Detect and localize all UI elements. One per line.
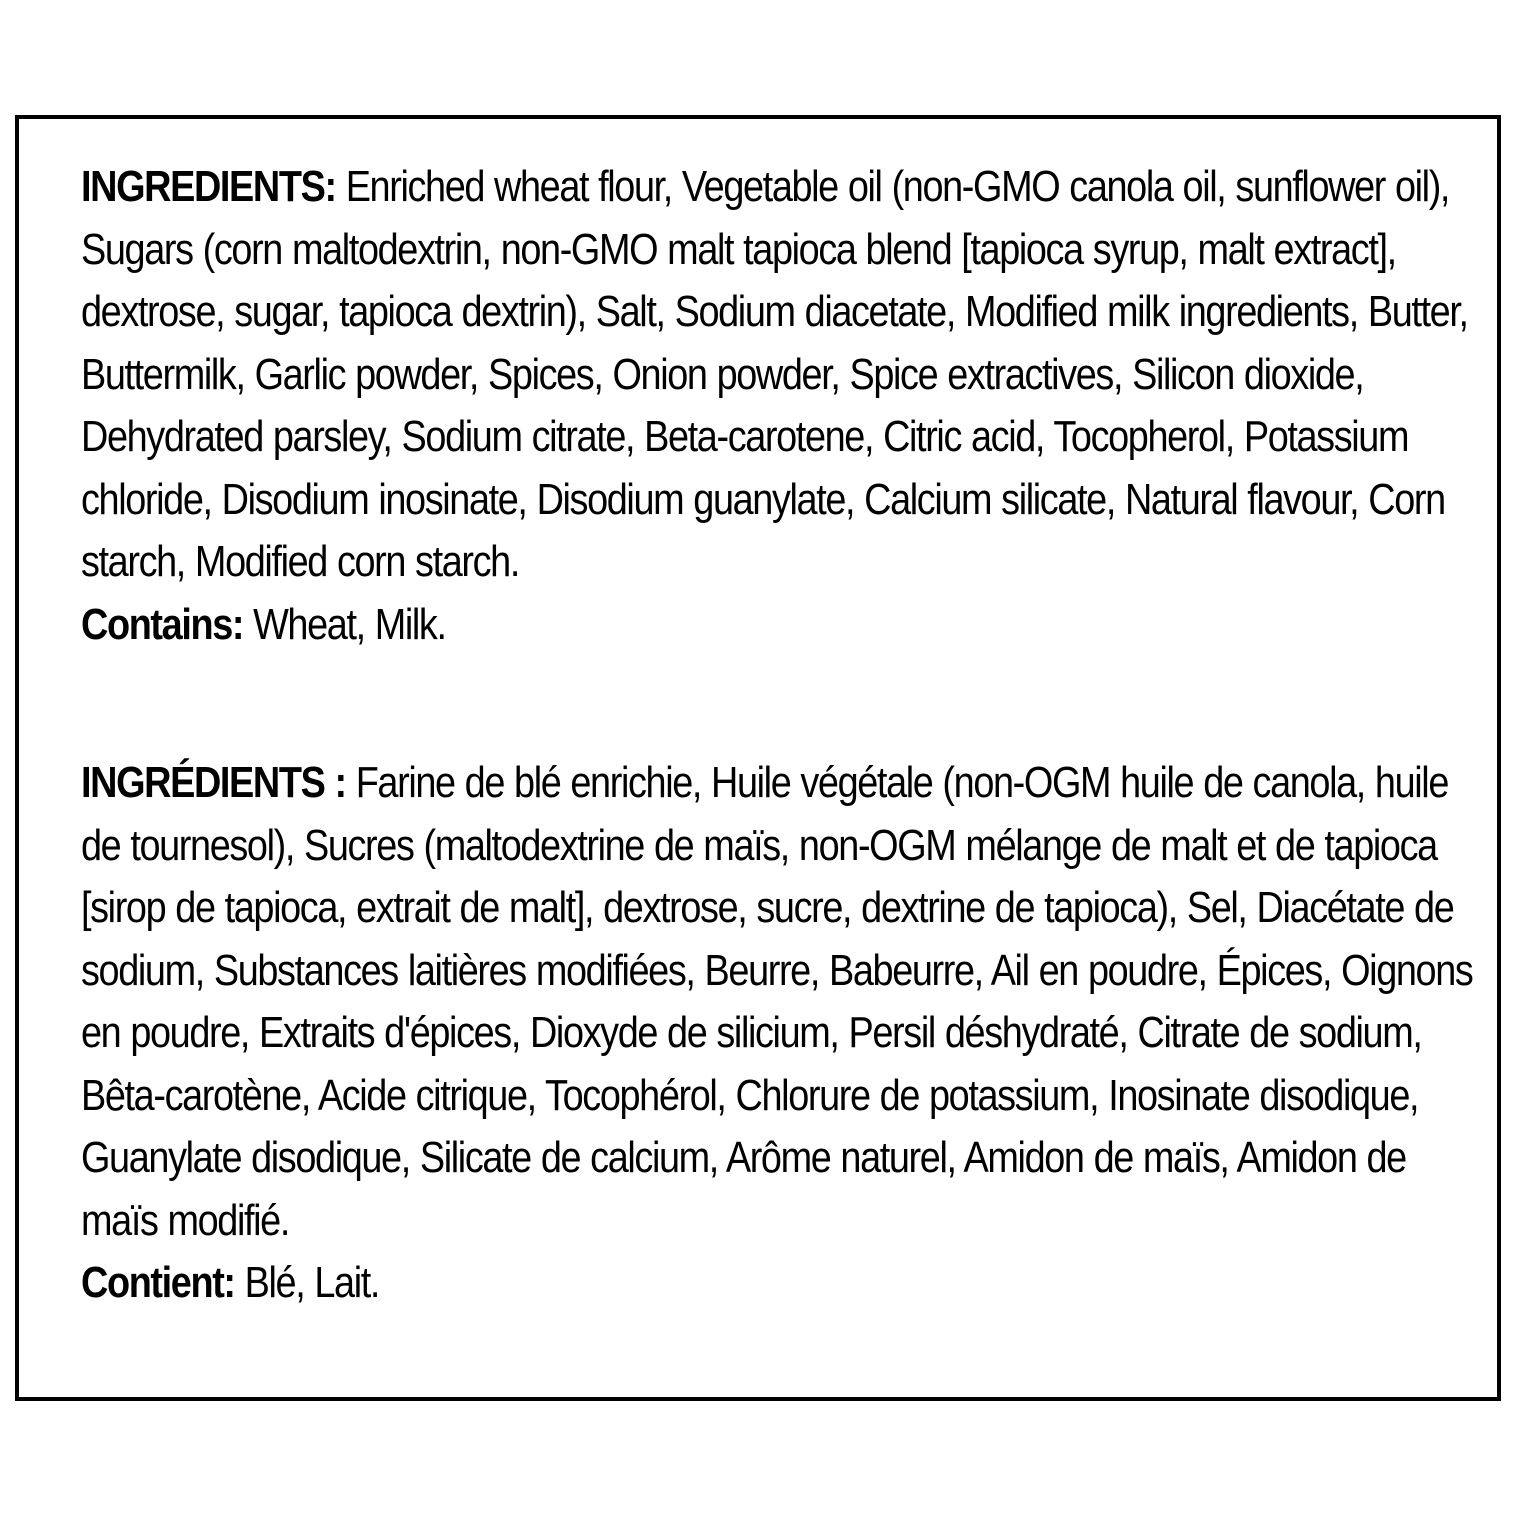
english-ingredients-heading: INGREDIENTS: (81, 162, 336, 211)
english-allergens: Wheat, Milk. (253, 599, 446, 649)
ingredients-label-panel (15, 115, 1501, 1401)
french-ingredients-section (81, 752, 1481, 1315)
french-allergen-statement (81, 1252, 1481, 1315)
english-contains-heading: Contains: (81, 599, 244, 649)
french-ingredients-paragraph (81, 752, 1481, 1252)
french-ingredients-list: Farine de blé enrichie, Huile végétale (non-OGM huile de canola, huile de tournesol), Sucres (maltodextrine de maïs, non-OGM mélange de malt et de tapioca [sirop de tapioca, extrait de malt], dextrose, sucre, dextrine de tapioca), Sel, Diacétate de sodium, Substances laitières modifiées, Beurre, Babeurre, Ail en poudre, Épices, Oignons en poudre, Extraits d'épices, Dioxyde de silicium, Persil déshydraté, Citrate de sodium, Bêta-carotène, Acide citrique, Tocophérol, Chlorure de potassium, Inosinate disodique, Guanylate disodique, Silicate de calcium, Arôme naturel, Amidon de maïs, Amidon de maïs modifié. (81, 758, 1473, 1245)
french-contains-heading: Contient: (81, 1258, 235, 1307)
english-ingredients-list: Enriched wheat flour, Vegetable oil (non-GMO canola oil, sunflower oil), Sugars (corn maltodextrin, non-GMO malt tapioca blend [tapioca syrup, malt extract], dextrose, sugar, tapioca dextrin), Salt, Sodium diacetate, Modified milk ingredients, Butter, Buttermilk, Garlic powder, Spices, Onion powder, Spice extractives, Silicon dioxide, Dehydrated parsley, Sodium citrate, Beta-carotene, Citric acid, Tocopherol, Potassium chloride, Disodium inosinate, Disodium guanylate, Calcium silicate, Natural flavour, Corn starch, Modified corn starch. (81, 162, 1468, 586)
french-ingredients-heading: INGRÉDIENTS : (81, 758, 346, 807)
english-allergen-statement (81, 594, 1481, 657)
english-ingredients-section (81, 156, 1481, 656)
english-ingredients-paragraph (81, 156, 1481, 594)
french-allergens: Blé, Lait. (244, 1258, 380, 1307)
